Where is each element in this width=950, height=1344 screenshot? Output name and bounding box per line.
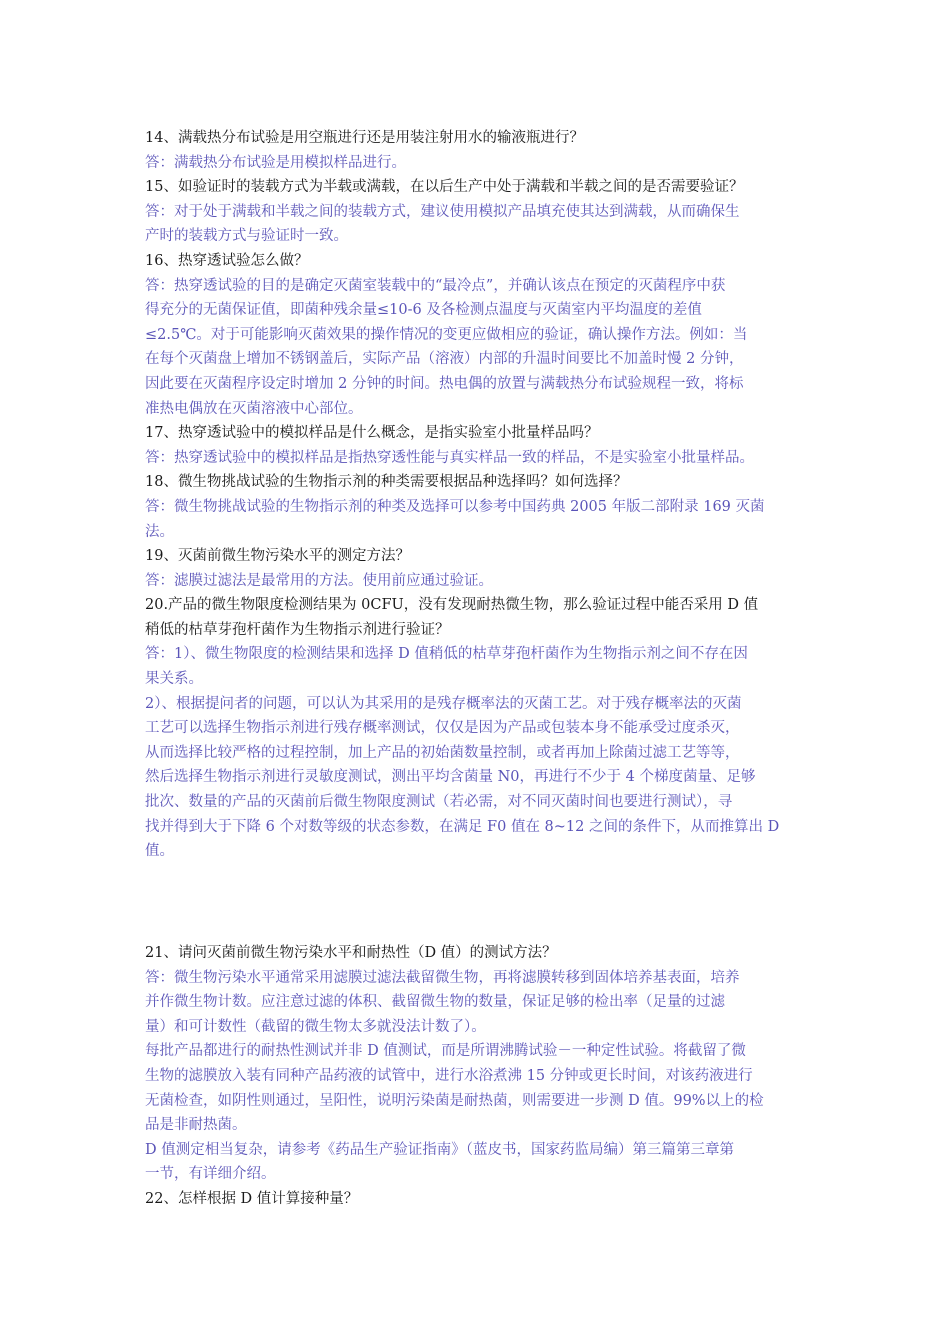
answer-line: 答：满载热分布试验是用模拟样品进行。 [145, 154, 406, 171]
answer-line: 品是非耐热菌。 [145, 1117, 247, 1134]
question-line: 稍低的枯草芽孢杆菌作为生物指示剂进行验证？ [145, 621, 450, 638]
answer-line: 并作微生物计数。应注意过滤的体积、截留微生物的数量，保证足够的检出率（足量的过滤 [145, 994, 725, 1011]
question-line: 15、如验证时的装载方式为半载或满载，在以后生产中处于满载和半载之间的是否需要验证？ [145, 179, 744, 196]
answer-line: 一节，有详细介绍。 [145, 1166, 276, 1183]
answer-line: 答：微生物污染水平通常采用滤膜过滤法截留微生物，再将滤膜转移到固体培养基表面，培养 [145, 969, 740, 986]
answer-line: 在每个灭菌盘上增加不锈钢盖后，实际产品（溶液）内部的升温时间要比不加盖时慢 2 分钟， [145, 351, 744, 368]
answer-line: 产时的装载方式与验证时一致。 [145, 228, 348, 245]
answer-line: 法。 [145, 523, 174, 540]
answer-line: 工艺可以选择生物指示剂进行残存概率测试，仅仅是因为产品或包装本身不能承受过度杀灭， [145, 720, 740, 737]
answer-line: 批次、数量的产品的灭菌前后微生物限度测试（若必需，对不同灭菌时间也要进行测试），寻 [145, 794, 733, 811]
question-line: 20.产品的微生物限度检测结果为 0CFU，没有发现耐热微生物，那么验证过程中能否采用 D 值 [145, 597, 759, 614]
answer-line: 答：对于处于满载和半载之间的装载方式，建议使用模拟产品填充使其达到满载，从而确保生 [145, 203, 740, 220]
qa-section-bottom [145, 941, 817, 1212]
answer-line: 答：热穿透试验中的模拟样品是指热穿透性能与真实样品一致的样品，不是实验室小批量样品。 [145, 449, 754, 466]
answer-line: 每批产品都进行的耐热性测试并非 D 值测试，而是所谓沸腾试验－一种定性试验。将截留了微 [145, 1043, 746, 1060]
answer-line: 生物的滤膜放入装有同种产品药液的试管中，进行水浴煮沸 15 分钟或更长时间，对该药液进行 [145, 1067, 753, 1084]
question-line: 21、请问灭菌前微生物污染水平和耐热性（D 值）的测试方法？ [145, 945, 557, 961]
answer-line: 果关系。 [145, 671, 203, 688]
question-line: 16、热穿透试验怎么做？ [145, 252, 309, 269]
answer-line: 答：1）、微生物限度的检测结果和选择 D 值稍低的枯草芽孢杆菌作为生物指示剂之间不存在因 [145, 646, 748, 663]
question-line: 22、怎样根据 D 值计算接种量？ [145, 1190, 359, 1207]
answer-line: 准热电偶放在灭菌溶液中心部位。 [145, 400, 363, 417]
answer-line: 得充分的无菌保证值，即菌种残余量≤10-6 及各检测点温度与灭菌室内平均温度的差值 [145, 302, 702, 319]
answer-line: ≤2.5℃。对于可能影响灭菌效果的操作情况的变更应做相应的验证，确认操作方法。例如：当 [145, 326, 748, 343]
answer-line: 从而选择比较严格的过程控制，加上产品的初始菌数量控制，或者再加上除菌过滤工艺等等， [145, 744, 740, 761]
answer-line: 答：微生物挑战试验的生物指示剂的种类及选择可以参考中国药典 2005 年版二部附录 169 灭菌 [145, 498, 765, 515]
question-line: 17、热穿透试验中的模拟样品是什么概念，是指实验室小批量样品吗？ [145, 425, 599, 442]
answer-line: 答：热穿透试验的目的是确定灭菌室装载中的“最冷点”，并确认该点在预定的灭菌程序中获 [145, 277, 726, 294]
answer-line: 因此要在灭菌程序设定时增加 2 分钟的时间。热电偶的放置与满载热分布试验规程一致，将标 [145, 375, 744, 392]
answer-line: 无菌检查，如阴性则通过，呈阳性，说明污染菌是耐热菌，则需要进一步测 D 值。99%以上的检 [145, 1092, 764, 1109]
question-line: 14、满载热分布试验是用空瓶进行还是用装注射用水的输液瓶进行？ [145, 130, 584, 146]
answer-line: 量）和可计数性（截留的微生物太多就没法计数了）。 [145, 1018, 486, 1035]
answer-line: 然后选择生物指示剂进行灵敏度测试，测出平均含菌量 N0，再进行不少于 4 个梯度菌量、足够 [145, 769, 756, 786]
question-line: 19、灭菌前微生物污染水平的测定方法？ [145, 548, 410, 565]
answer-line: D 值测定相当复杂，请参考《药品生产验证指南》（蓝皮书，国家药监局编）第三篇第三章第 [145, 1141, 734, 1158]
answer-line: 找并得到大于下降 6 个对数等级的状态参数，在满足 F0 值在 8~12 之间的条件下，从而推算出 D [145, 818, 780, 835]
answer-line: 答：滤膜过滤法是最常用的方法。使用前应通过验证。 [145, 572, 493, 589]
answer-line: 值。 [145, 843, 174, 860]
qa-section-top [145, 126, 817, 864]
answer-line: 2）、根据提问者的问题，可以认为其采用的是残存概率法的灭菌工艺。对于残存概率法的灭菌 [145, 695, 742, 712]
question-line: 18、微生物挑战试验的生物指示剂的种类需要根据品种选择吗？如何选择？ [145, 474, 628, 491]
